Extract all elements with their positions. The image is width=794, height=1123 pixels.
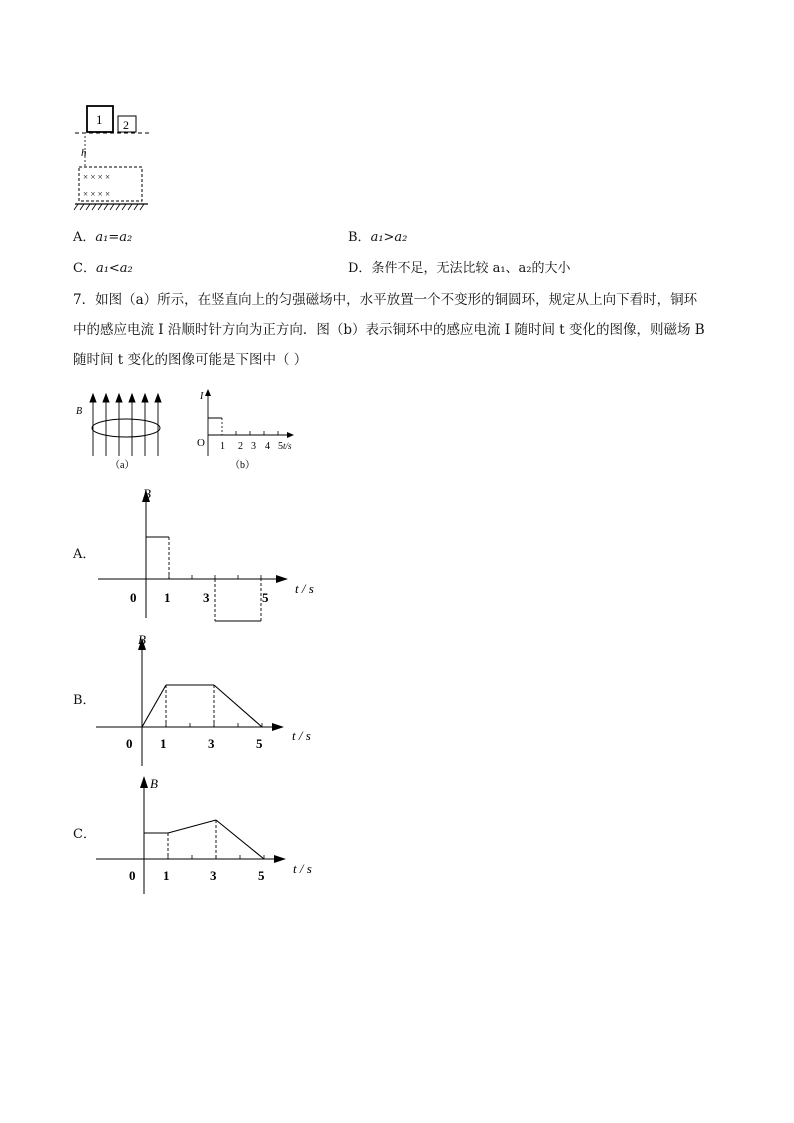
option-b-letter: B． — [348, 230, 371, 245]
fig-b-axis-label: t/s — [283, 441, 292, 451]
graph-b — [90, 630, 330, 770]
fig-b-tick-3: 3 — [251, 441, 256, 452]
box-1-label: 1 — [96, 112, 103, 127]
graph-c-x-label: t / s — [293, 861, 312, 876]
h-label: h — [81, 147, 87, 159]
graph-c-tick-5: 5 — [258, 868, 265, 883]
fig-b-tick-5: 5 — [278, 441, 283, 452]
graph-a-x-label: t / s — [295, 581, 314, 596]
option-d-text: 条件不足，无法比较 a₁、a₂的大小 — [371, 261, 571, 276]
fig-b-tick-1: 1 — [220, 441, 225, 452]
fig-b-tick-2: 2 — [238, 441, 243, 452]
question-7-line2: 中的感应电流 I 沿顺时针方向为正方向．图（b）表示铜环中的感应电流 I 随时间 t 变化的图像，则磁场 B — [73, 322, 705, 338]
option-a-text: a₁=a₂ — [95, 230, 133, 245]
graph-c — [90, 770, 330, 900]
graph-c-tick-1: 1 — [163, 868, 170, 883]
graph-b-segment-2 — [214, 685, 262, 727]
box-2-label: 2 — [123, 118, 129, 132]
graph-a-tick-5: 5 — [262, 590, 269, 605]
fig-a-B-label: B — [76, 406, 83, 417]
graph-c-option: C． — [73, 827, 96, 842]
figure-a — [74, 390, 174, 472]
fig-a-caption: （a） — [110, 460, 135, 471]
graph-c-tick-0: 0 — [129, 868, 136, 883]
graph-c-segment-2 — [216, 820, 264, 859]
option-c — [73, 260, 133, 278]
option-d-letter: D． — [348, 261, 372, 276]
option-c-text: a₁<a₂ — [95, 261, 133, 276]
question-7 — [73, 285, 733, 375]
option-a-letter: A． — [73, 230, 96, 245]
graph-b-tick-0: 0 — [126, 736, 133, 751]
graph-c-y-label: B — [150, 776, 158, 791]
option-b-text: a₁>a₂ — [370, 230, 408, 245]
graph-b-segment-0 — [142, 685, 166, 727]
option-a — [73, 229, 132, 247]
option-d — [348, 260, 571, 278]
graph-b-x-label: t / s — [292, 728, 311, 743]
copper-ring — [92, 419, 160, 437]
fig-b-caption: （b） — [230, 460, 255, 471]
fig-b-tick-4: 4 — [265, 441, 270, 452]
graph-a-tick-3: 3 — [203, 590, 210, 605]
graph-b-tick-1: 1 — [160, 736, 167, 751]
question-7-line3: 随时间 t 变化的图像可能是下图中（ ） — [73, 352, 308, 368]
figure-b — [194, 386, 304, 472]
graph-c-tick-3: 3 — [210, 868, 217, 883]
graph-a-y-label: B — [143, 486, 151, 501]
fig-boxes-field — [70, 100, 160, 215]
graph-a-tick-0: 0 — [130, 590, 137, 605]
option-b — [348, 229, 407, 247]
graph-b-option: B． — [73, 693, 96, 708]
graph-a — [90, 482, 330, 622]
graph-b-tick-5: 5 — [256, 736, 263, 751]
graph-c-segment-1 — [168, 820, 216, 833]
fig-b-origin: O — [197, 437, 205, 449]
fig-b-I-label: I — [200, 391, 204, 402]
question-7-line1: 7．如图（a）所示，在竖直向上的匀强磁场中，水平放置一个不变形的铜圆环，规定从上向下看时，铜环 — [73, 292, 698, 308]
field-marks-row1: × × × × — [83, 172, 111, 182]
graph-b-y-label: B — [138, 632, 146, 647]
graph-b-tick-3: 3 — [208, 736, 215, 751]
option-c-letter: C． — [73, 261, 96, 276]
field-marks-row2: × × × × — [83, 189, 111, 199]
graph-a-tick-1: 1 — [164, 590, 171, 605]
graph-a-option: A． — [73, 547, 96, 562]
